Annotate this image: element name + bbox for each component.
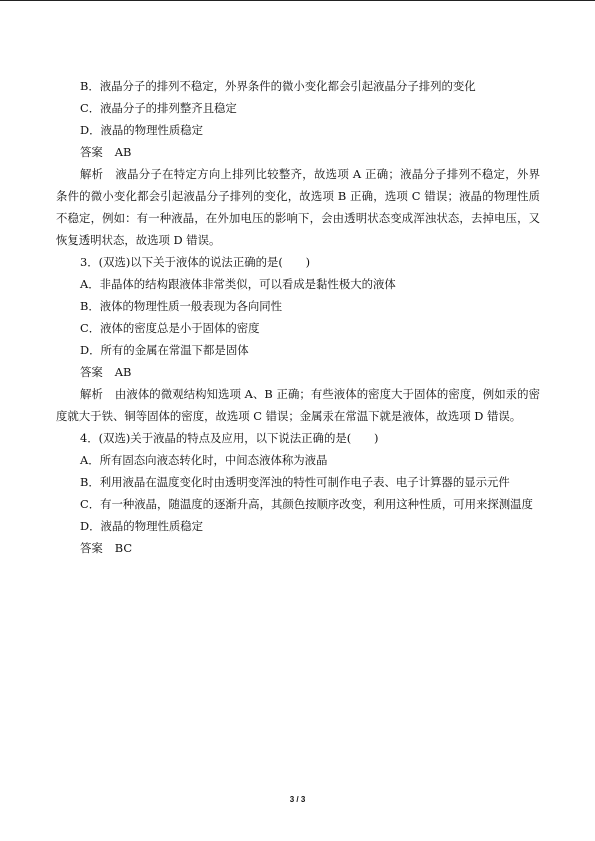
- answer-value: AB: [114, 145, 132, 159]
- q3-option-c: C．液体的密度总是小于固体的密度: [80, 321, 260, 335]
- q3-option-d: D．所有的金属在常温下都是固体: [80, 343, 249, 357]
- q2-option-b: B．液晶分子的排列不稳定，外界条件的微小变化都会引起液晶分子排列的变化: [80, 79, 476, 93]
- document-body: [56, 75, 540, 559]
- q4-option-c: C．有一种液晶，随温度的逐渐升高，其颜色按顺序改变，利用这种性质，可用来探测温度: [80, 497, 533, 511]
- explanation-label: 解析: [80, 387, 103, 401]
- q2-explanation: [56, 163, 540, 251]
- top-rule: [0, 0, 595, 1]
- explanation-label: 解析: [80, 167, 104, 181]
- answer-label: 答案: [80, 541, 103, 555]
- explanation-text: 由液体的微观结构知选项 A、B 正确；有些液体的密度大于固体的密度，例如汞的密度就大于铁、铜等固体的密度，故选项 C 错误；金属汞在常温下就是液体，故选项 D 错误。: [56, 387, 540, 423]
- q3-option-a: A．非晶体的结构跟液体非常类似，可以看成是黏性极大的液体: [80, 277, 396, 291]
- q3-explanation: [56, 383, 540, 427]
- q4-option-d: D．液晶的物理性质稳定: [80, 519, 204, 533]
- q2-option-d: D．液晶的物理性质稳定: [80, 123, 204, 137]
- q4-stem: 4．(双选)关于液晶的特点及应用，以下说法正确的是( ): [80, 431, 379, 445]
- q4-answer: [56, 537, 540, 559]
- explanation-text: 液晶分子在特定方向上排列比较整齐，故选项 A 正确；液晶分子排列不稳定，外界条件的微小变化都会引起液晶分子排列的变化，故选项 B 正确，选项 C 错误；液晶的物理性质不稳定，例如：有一种液晶，在外加电压的影响下，会由透明状态变成浑浊状态，去掉电压，又恢复透明状态，故选项 D 错误。: [56, 167, 540, 247]
- answer-value: BC: [114, 541, 133, 555]
- q3-answer: [56, 361, 540, 383]
- page-number: 3 / 3: [289, 795, 306, 804]
- q2-answer: [56, 141, 540, 163]
- answer-value: AB: [114, 365, 132, 379]
- q4-option-b: B．利用液晶在温度变化时由透明变浑浊的特性可制作电子表、电子计算器的显示元件: [80, 475, 510, 489]
- answer-label: 答案: [80, 365, 103, 379]
- answer-label: 答案: [80, 145, 103, 159]
- q4-option-a: A．所有固态向液态转化时，中间态液体称为液晶: [80, 453, 328, 467]
- q3-stem: 3．(双选)以下关于液体的说法正确的是( ): [80, 255, 311, 269]
- q3-option-b: B．液体的物理性质一般表现为各向同性: [80, 299, 283, 313]
- q2-option-c: C．液晶分子的排列整齐且稳定: [80, 101, 237, 115]
